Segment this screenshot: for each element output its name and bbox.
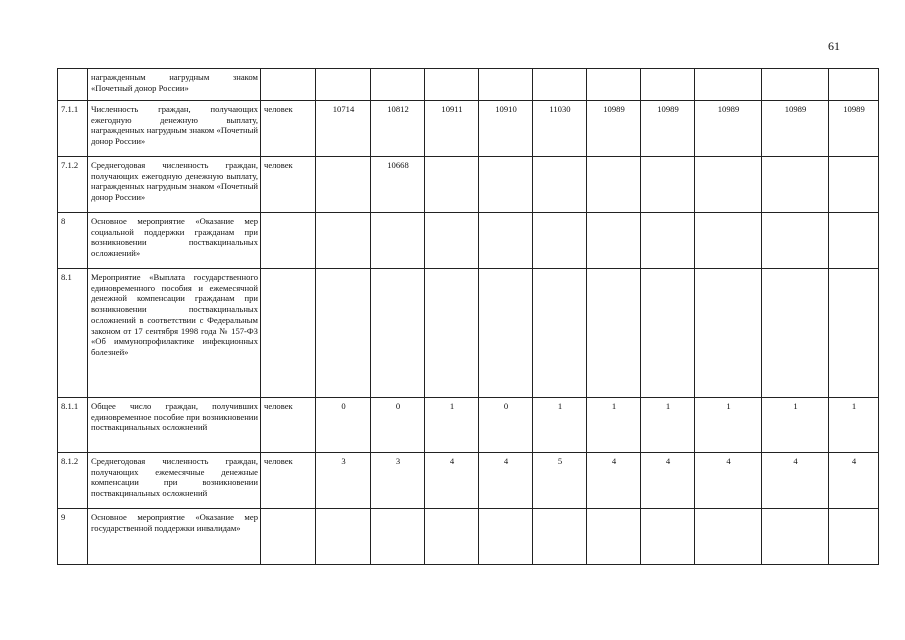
unit-cell [261, 69, 316, 101]
indicator-name-cell: Численность граждан, получающих ежегодную денежную выплату, награжденных нагрудным знаком «Почетный донор России» [88, 101, 261, 157]
row-number-cell: 8.1.2 [58, 453, 88, 509]
value-cell [762, 213, 829, 269]
value-cell: 4 [479, 453, 533, 509]
value-cell [425, 509, 479, 565]
indicator-name-cell: награжденным нагрудным знаком «Почетный донор России» [88, 69, 261, 101]
row-number-cell: 9 [58, 509, 88, 565]
value-cell [762, 509, 829, 565]
value-cell [425, 269, 479, 398]
value-cell [829, 213, 879, 269]
value-cell [762, 69, 829, 101]
row-number-cell: 8.1 [58, 269, 88, 398]
value-cell [533, 213, 587, 269]
value-cell: 1 [425, 398, 479, 453]
value-cell [587, 69, 641, 101]
value-cell [316, 269, 371, 398]
value-cell [479, 69, 533, 101]
value-cell [695, 269, 762, 398]
table-row [58, 398, 879, 453]
value-cell [695, 69, 762, 101]
value-cell: 0 [371, 398, 425, 453]
value-cell: 10989 [762, 101, 829, 157]
table-row [58, 453, 879, 509]
value-cell [533, 69, 587, 101]
value-cell [587, 157, 641, 213]
value-cell [316, 69, 371, 101]
value-cell: 4 [762, 453, 829, 509]
row-number-cell: 8.1.1 [58, 398, 88, 453]
table-row [58, 509, 879, 565]
value-cell [479, 213, 533, 269]
value-cell: 1 [587, 398, 641, 453]
table-row [58, 213, 879, 269]
value-cell [641, 69, 695, 101]
value-cell [587, 213, 641, 269]
page-number: 61 [828, 39, 840, 53]
value-cell: 10812 [371, 101, 425, 157]
value-cell [479, 509, 533, 565]
indicator-name-cell: Основное мероприятие «Оказание мер социальной поддержки гражданам при возникновении поствакцинальных осложнений» [88, 213, 261, 269]
table-row [58, 269, 879, 398]
value-cell [829, 157, 879, 213]
value-cell [762, 269, 829, 398]
value-cell: 11030 [533, 101, 587, 157]
value-cell [533, 157, 587, 213]
unit-cell [261, 213, 316, 269]
value-cell: 5 [533, 453, 587, 509]
value-cell [641, 509, 695, 565]
value-cell [762, 157, 829, 213]
unit-cell: человек [261, 157, 316, 213]
value-cell [533, 269, 587, 398]
value-cell: 0 [316, 398, 371, 453]
value-cell [641, 213, 695, 269]
value-cell: 10989 [829, 101, 879, 157]
value-cell [371, 69, 425, 101]
unit-cell: человек [261, 398, 316, 453]
value-cell [316, 157, 371, 213]
value-cell: 4 [425, 453, 479, 509]
value-cell [829, 269, 879, 398]
value-cell [371, 213, 425, 269]
value-cell: 3 [371, 453, 425, 509]
value-cell: 1 [641, 398, 695, 453]
value-cell: 4 [695, 453, 762, 509]
value-cell: 1 [762, 398, 829, 453]
unit-cell: человек [261, 101, 316, 157]
value-cell [695, 157, 762, 213]
unit-cell [261, 509, 316, 565]
value-cell [829, 69, 879, 101]
value-cell [587, 509, 641, 565]
value-cell [641, 269, 695, 398]
value-cell [479, 157, 533, 213]
indicator-name-cell: Мероприятие «Выплата государственного единовременного пособия и ежемесячной денежной компенсации гражданам при возникновении поствакцинальных осложнений в соответствии с Федеральным законом от 17 сентября 1998 года № 157-ФЗ «Об иммунопрофилактике инфекционных болезней» [88, 269, 261, 398]
row-number-cell [58, 69, 88, 101]
value-cell: 0 [479, 398, 533, 453]
row-number-cell: 8 [58, 213, 88, 269]
table-row [58, 69, 879, 101]
value-cell: 10714 [316, 101, 371, 157]
unit-cell [261, 269, 316, 398]
value-cell: 10668 [371, 157, 425, 213]
value-cell [316, 509, 371, 565]
value-cell: 1 [695, 398, 762, 453]
value-cell [695, 213, 762, 269]
value-cell [641, 157, 695, 213]
value-cell [371, 269, 425, 398]
value-cell [425, 213, 479, 269]
value-cell: 10989 [695, 101, 762, 157]
value-cell: 1 [829, 398, 879, 453]
value-cell: 4 [641, 453, 695, 509]
value-cell [425, 69, 479, 101]
value-cell [695, 509, 762, 565]
value-cell: 4 [587, 453, 641, 509]
indicator-name-cell: Общее число граждан, получивших единовременное пособие при возникновении поствакцинальных осложнений [88, 398, 261, 453]
value-cell: 10989 [641, 101, 695, 157]
unit-cell: человек [261, 453, 316, 509]
table-body [58, 69, 879, 565]
value-cell: 3 [316, 453, 371, 509]
table-row [58, 157, 879, 213]
value-cell [587, 269, 641, 398]
indicators-table [57, 68, 879, 565]
value-cell [479, 269, 533, 398]
row-number-cell: 7.1.2 [58, 157, 88, 213]
indicator-name-cell: Среднегодовая численность граждан, получающих ежегодную денежную выплату, награжденных нагрудным знаком «Почетный донор России» [88, 157, 261, 213]
value-cell [316, 213, 371, 269]
value-cell [371, 509, 425, 565]
value-cell: 10910 [479, 101, 533, 157]
indicator-name-cell: Основное мероприятие «Оказание мер государственной поддержки инвалидам» [88, 509, 261, 565]
value-cell: 10989 [587, 101, 641, 157]
value-cell: 10911 [425, 101, 479, 157]
indicator-name-cell: Среднегодовая численность граждан, получающих ежемесячные денежные компенсации при возникновении поствакцинальных осложнений [88, 453, 261, 509]
value-cell [829, 509, 879, 565]
table-row [58, 101, 879, 157]
value-cell: 1 [533, 398, 587, 453]
value-cell [533, 509, 587, 565]
row-number-cell: 7.1.1 [58, 101, 88, 157]
value-cell: 4 [829, 453, 879, 509]
value-cell [425, 157, 479, 213]
